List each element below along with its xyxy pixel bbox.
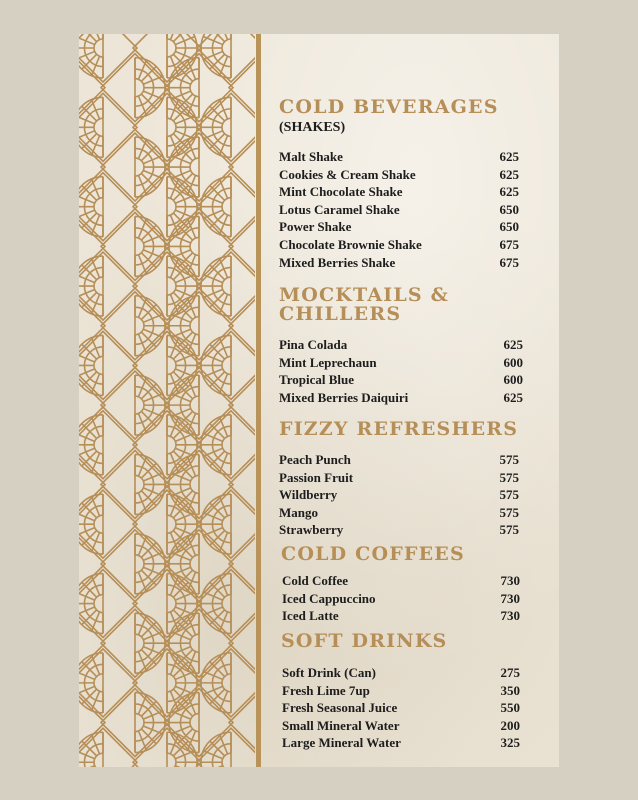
menu-item — [282, 572, 520, 590]
menu-item — [279, 451, 519, 469]
section-title-mocktails-line1: MOCKTAILS & — [279, 284, 449, 306]
item-price: 575 — [499, 522, 519, 538]
item-name: Small Mineral Water — [282, 717, 400, 733]
item-price: 730 — [500, 573, 520, 588]
item-name: Lotus Caramel Shake — [279, 201, 400, 217]
menu-item — [279, 254, 519, 272]
item-list-cold-beverages — [279, 148, 519, 271]
menu-item — [279, 354, 523, 372]
menu-item — [279, 183, 519, 201]
item-name: Mixed Berries Shake — [279, 254, 396, 270]
menu-item — [279, 389, 523, 407]
item-name: Passion Fruit — [279, 469, 354, 485]
item-price: 730 — [500, 590, 520, 606]
item-name: Chocolate Brownie Shake — [279, 236, 422, 252]
menu-card — [79, 34, 559, 767]
item-price: 650 — [499, 201, 519, 217]
menu-item — [279, 336, 523, 354]
menu-item — [279, 148, 519, 166]
menu-item — [282, 607, 520, 625]
item-price: 625 — [499, 149, 519, 164]
item-price: 575 — [499, 487, 519, 503]
item-name: Fresh Lime 7up — [282, 682, 370, 698]
section-title-fizzy-refreshers: FIZZY REFRESHERS — [279, 418, 519, 440]
item-name: Malt Shake — [279, 149, 343, 164]
item-name: Peach Punch — [279, 452, 351, 467]
item-list-mocktails — [279, 336, 523, 406]
item-price: 575 — [499, 452, 519, 467]
menu-item — [279, 218, 519, 236]
item-name: Cookies & Cream Shake — [279, 166, 416, 182]
menu-item — [282, 734, 520, 752]
menu-item — [279, 469, 519, 487]
item-price: 275 — [500, 665, 520, 680]
item-price: 200 — [500, 717, 520, 733]
gold-divider — [256, 34, 261, 767]
item-name: Mango — [279, 504, 318, 520]
item-name: Iced Cappuccino — [282, 590, 376, 606]
item-price: 650 — [499, 219, 519, 235]
item-name: Fresh Seasonal Juice — [282, 700, 398, 716]
item-name: Strawberry — [279, 522, 344, 538]
menu-item — [282, 682, 520, 700]
item-price: 675 — [499, 236, 519, 252]
item-price: 600 — [503, 372, 523, 388]
item-list-soft-drinks — [282, 664, 520, 752]
menu-item — [279, 166, 519, 184]
item-name: Mixed Berries Daiquiri — [279, 389, 409, 405]
item-price: 600 — [503, 354, 523, 370]
item-name: Pina Colada — [279, 337, 348, 352]
item-name: Cold Coffee — [282, 573, 349, 588]
item-price: 730 — [500, 608, 520, 624]
art-deco-fan-pattern — [79, 34, 255, 767]
item-name: Iced Latte — [282, 608, 339, 624]
menu-item — [282, 717, 520, 735]
item-price: 675 — [499, 254, 519, 270]
menu-item — [279, 236, 519, 254]
section-title-mocktails-line2: CHILLERS — [279, 303, 402, 325]
item-name: Soft Drink (Can) — [282, 665, 376, 680]
item-name: Large Mineral Water — [282, 735, 401, 751]
section-title-soft-drinks: SOFT DRINKS — [281, 630, 448, 652]
item-price: 325 — [500, 735, 520, 751]
item-price: 625 — [499, 184, 519, 200]
section-title-cold-coffees: COLD COFFEES — [281, 543, 465, 565]
item-price: 575 — [499, 469, 519, 485]
item-price: 625 — [503, 337, 523, 352]
item-name: Mint Chocolate Shake — [279, 184, 403, 200]
item-price: 575 — [499, 504, 519, 520]
menu-item — [279, 371, 523, 389]
item-name: Power Shake — [279, 219, 352, 235]
menu-item — [279, 521, 519, 539]
item-list-fizzy-refreshers — [279, 451, 519, 539]
item-price: 625 — [503, 389, 523, 405]
item-price: 350 — [500, 682, 520, 698]
menu-item — [279, 201, 519, 219]
item-price: 625 — [499, 166, 519, 182]
item-list-cold-coffees — [282, 572, 520, 625]
item-name: Wildberry — [279, 487, 338, 503]
item-price: 550 — [500, 700, 520, 716]
menu-item — [282, 664, 520, 682]
menu-item — [282, 699, 520, 717]
menu-item — [279, 486, 519, 504]
section-title-cold-beverages: COLD BEVERAGES — [279, 96, 499, 118]
menu-item — [279, 504, 519, 522]
menu-item — [282, 590, 520, 608]
item-name: Tropical Blue — [279, 372, 354, 388]
item-name: Mint Leprechaun — [279, 354, 377, 370]
section-subtitle-shakes: (SHAKES) — [279, 120, 346, 135]
